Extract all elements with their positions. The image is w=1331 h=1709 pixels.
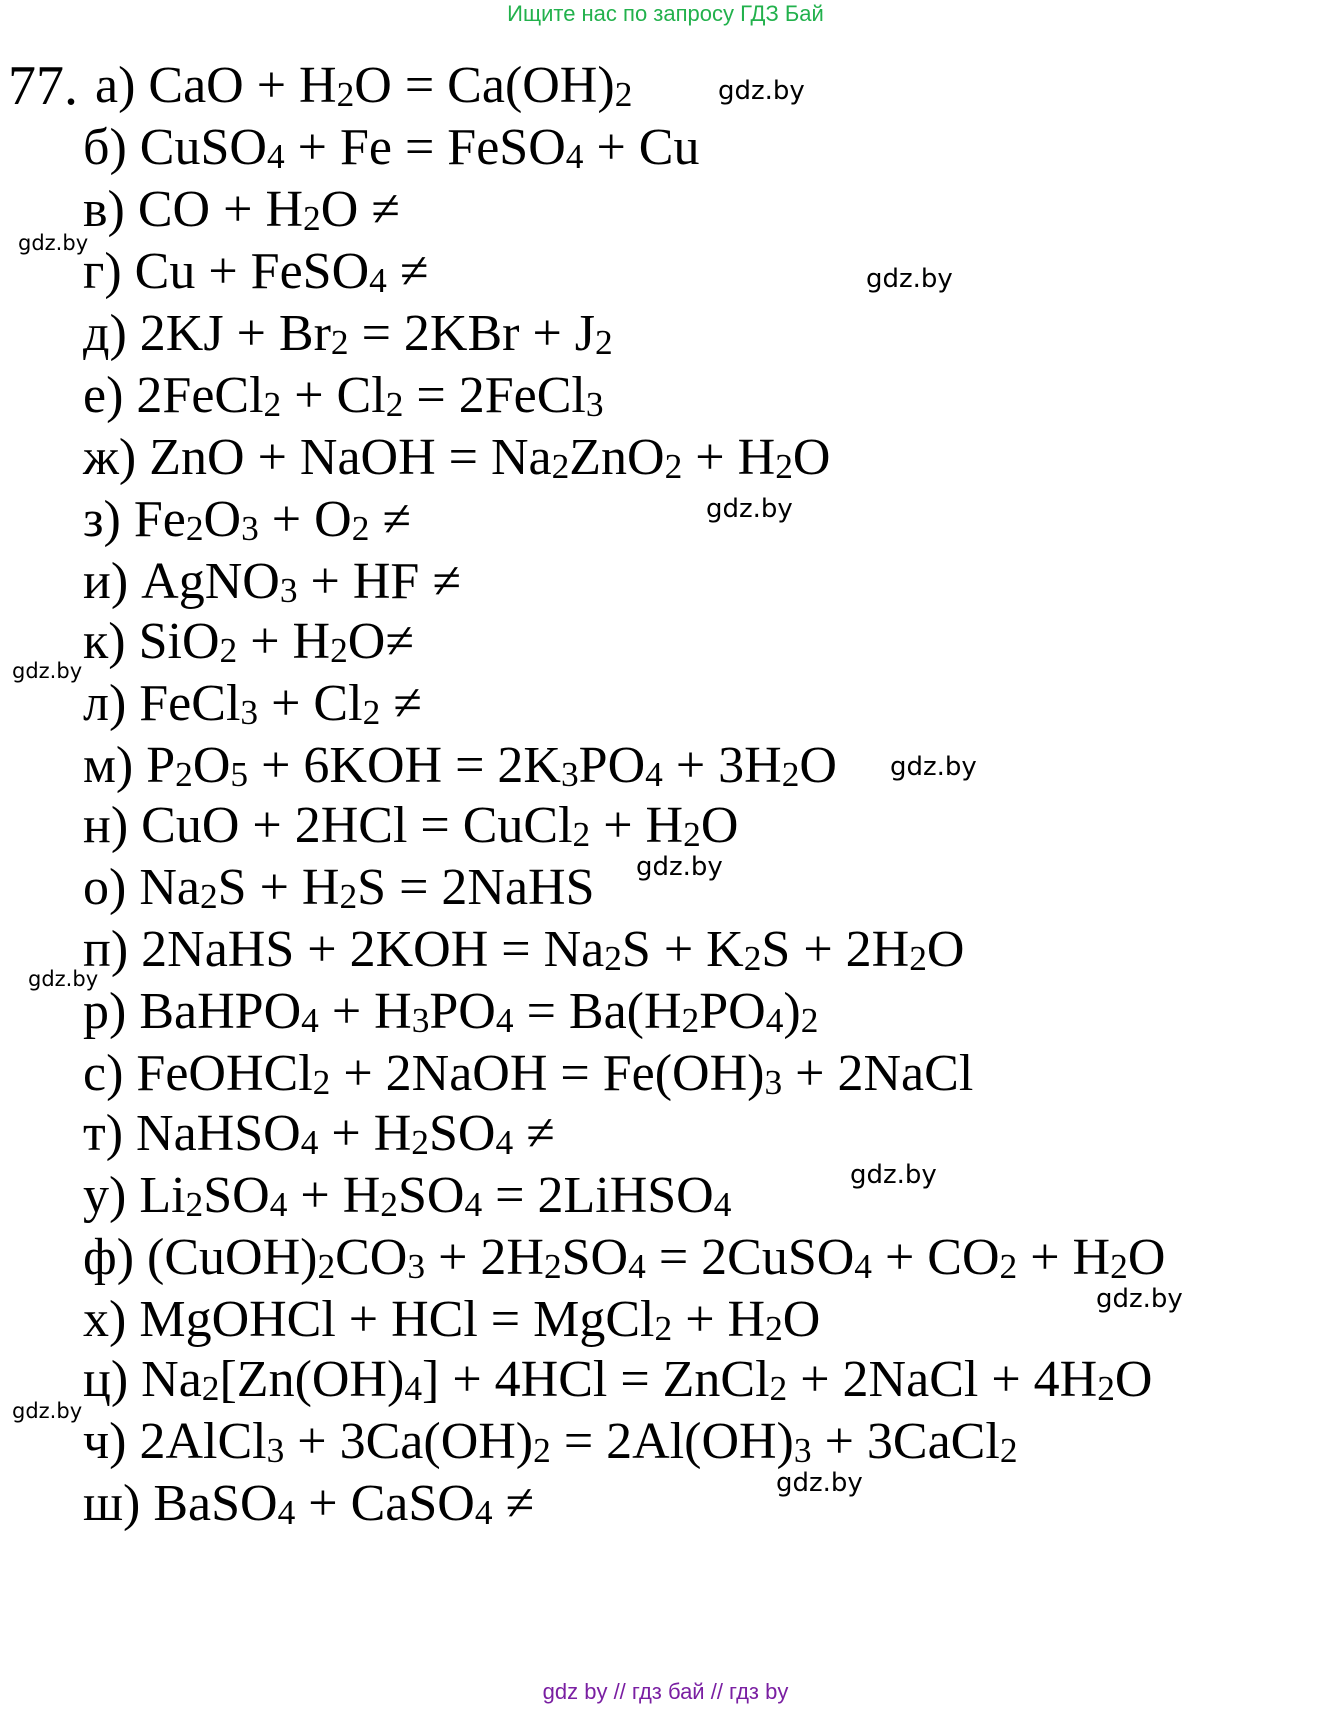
equation-line <box>83 1040 973 1108</box>
equation-text: FeOHCl$_2$ + 2NaOH = $Fe(OH)_3$ + 2NaCl <box>136 1045 974 1103</box>
equation-line <box>83 548 461 616</box>
equation-line <box>83 792 738 860</box>
equation-line <box>83 1224 1165 1292</box>
equation-line <box>83 670 422 738</box>
equation-letter: о) <box>83 859 140 916</box>
equation-letter: д) <box>83 305 140 362</box>
equation-letter: п) <box>83 921 142 978</box>
equation-line <box>83 424 830 492</box>
equation-text: CO + $H_2O$ ≠ <box>137 181 400 239</box>
equation-letter: л) <box>83 675 140 732</box>
equation-letter: н) <box>83 797 142 854</box>
equation-letter: у) <box>83 1167 140 1224</box>
equation-line <box>83 978 818 1046</box>
equation-letter: ш) <box>83 1475 154 1532</box>
watermark-text: gdz.by <box>28 967 99 991</box>
equation-text: $P_2O_5 + 6KOH = 2K_3PO_4 + 3H_2O$ <box>146 737 837 795</box>
top-banner: Ищите нас по запросу ГДЗ Бай <box>507 1 824 26</box>
equation-text: CuO + 2HCl = CuCl$_2$ + $H_2O$ <box>141 797 739 855</box>
watermark-text: gdz.by <box>12 659 83 683</box>
equation-text: $Na_2S + H_2S$ = 2NaHS <box>139 859 595 917</box>
equation-letter: к) <box>83 613 139 670</box>
equation-line <box>83 732 837 800</box>
equation-text: $2KJ + Br_2 = 2KBr + J_2$ <box>139 305 613 363</box>
watermark-text: gdz.by <box>12 1399 83 1423</box>
equation-line <box>83 1162 731 1230</box>
watermark-text: gdz.by <box>850 1160 937 1190</box>
equation-letter: и) <box>83 553 142 610</box>
equation-letter: в) <box>83 181 138 238</box>
equation-line <box>83 176 400 244</box>
watermark-text: gdz.by <box>718 76 805 106</box>
equation-text: CaO + $H_2O = Ca(OH)_2$ <box>148 57 633 115</box>
footer-links: gdz by // гдз бай // гдз by <box>542 1679 789 1704</box>
equation-line <box>83 854 595 922</box>
equation-letter: з) <box>83 491 134 548</box>
equation-line <box>83 916 964 984</box>
equation-letter: ч) <box>83 1413 140 1470</box>
equation-text: NaHSO$_4$ + $H_2SO_4$ ≠ <box>136 1105 555 1163</box>
watermark-text: gdz.by <box>776 1468 863 1498</box>
equation-text: 2AlCl$_3$ + $3Ca(OH)_2 = 2Al(OH)_3$ + 3CaCl$_2$ <box>139 1413 1018 1471</box>
equation-line <box>83 1286 820 1354</box>
watermark-text: gdz.by <box>18 231 89 255</box>
equation-line <box>83 608 414 676</box>
equation-letter: с) <box>83 1045 137 1102</box>
equation-text: $SiO_2 + H_2O\ne$ <box>138 613 414 671</box>
equation-text: 2FeCl$_2$ + $Cl_2$ = 2FeCl$_3$ <box>136 367 604 425</box>
equation-text: $Na_2[Zn(OH)_4] + 4HCl$ = ZnCl$_2$ + 2NaCl + $4H_2O$ <box>141 1351 1153 1409</box>
equation-text: FeCl$_3$ + $Cl_2$ ≠ <box>139 675 422 733</box>
equation-letter: ц) <box>83 1351 142 1408</box>
equation-line <box>83 114 699 182</box>
equation-letter: р) <box>83 983 140 1040</box>
equation-text: $(CuOH)_2CO_3 + 2H_2SO_4$ = 2CuSO$_4$ + $CO_2 + H_2O$ <box>147 1229 1166 1287</box>
equation-letter: а) <box>95 57 149 114</box>
watermark-text: gdz.by <box>890 752 977 782</box>
equation-line <box>83 1100 555 1168</box>
equation-line <box>83 1408 1018 1476</box>
equation-line <box>83 1470 534 1538</box>
equation-line <box>83 300 613 368</box>
equation-letter: т) <box>83 1105 137 1162</box>
equation-text: BaSO$_4$ + CaSO$_4$ ≠ <box>153 1475 535 1533</box>
equation-text: ZnO + NaOH = $Na_2ZnO_2 + H_2O$ <box>149 429 831 487</box>
equation-letter: б) <box>83 119 140 176</box>
equation-line <box>83 486 411 554</box>
watermark-text: gdz.by <box>706 494 793 524</box>
equation-text: MgOHCl + HCl = MgCl$_2$ + $H_2O$ <box>139 1291 821 1349</box>
equation-text: Cu + FeSO$_4$ ≠ <box>134 243 429 301</box>
equation-line <box>83 1346 1152 1414</box>
equation-letter: ф) <box>83 1229 148 1286</box>
equation-text: CuSO$_4$ + Fe = FeSO$_4$ + Cu <box>139 119 700 177</box>
equation-text: AgNO$_3$ + HF ≠ <box>141 553 461 611</box>
equation-letter: г) <box>83 243 135 300</box>
equation-text: $Fe_2O_3 + O_2$ ≠ <box>133 491 411 549</box>
watermark-text: gdz.by <box>1096 1284 1183 1314</box>
equation-text: $Li_2SO_4 + H_2SO_4$ = 2LiHSO$_4$ <box>139 1167 732 1225</box>
equation-line <box>83 362 604 430</box>
equation-line <box>95 52 632 120</box>
equation-letter: м) <box>83 737 147 794</box>
watermark-text: gdz.by <box>636 852 723 882</box>
equation-letter: е) <box>83 367 137 424</box>
equation-text: 2NaHS + $2KOH = Na_2S + K_2S + 2H_2O$ <box>141 921 965 979</box>
equation-text: BaHPO$_4$ + $H_3PO_4 = Ba(H_2PO_4)_2$ <box>139 983 819 1041</box>
equation-letter: х) <box>83 1291 140 1348</box>
equation-line <box>83 238 428 306</box>
watermark-text: gdz.by <box>866 264 953 294</box>
equation-letter: ж) <box>83 429 150 486</box>
problem-number: 77. <box>8 55 78 117</box>
